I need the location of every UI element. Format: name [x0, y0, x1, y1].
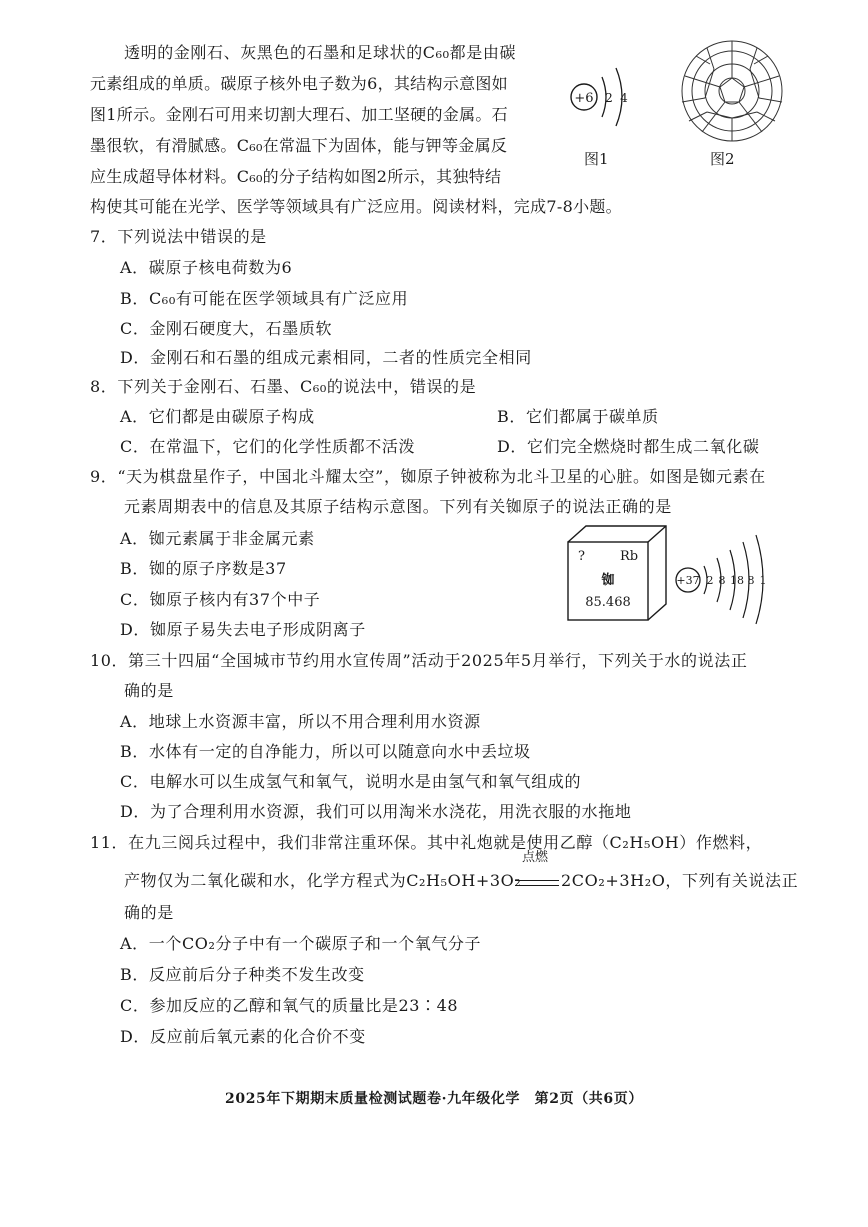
option-d: D．它们完全燃烧时都生成二氧化碳	[497, 437, 760, 456]
page-footer: 2025年下期期末质量检测试题卷·九年级化学 第2页（共6页）	[225, 1091, 643, 1107]
rb-shell-3: 18	[730, 574, 744, 587]
question-stem: 元素周期表中的信息及其原子结构示意图。下列有关铷原子的说法正确的是	[124, 497, 672, 516]
rb-nucleus-charge: +37	[676, 574, 700, 587]
option-b: B．铷的原子序数是37	[120, 559, 287, 578]
option-a: A．碳原子核电荷数为6	[120, 258, 293, 277]
element-atomic-mass: 85.468	[585, 595, 631, 610]
question-stem: 9．“天为棋盘星作子，中国北斗耀太空”，铷原子钟被称为北斗卫星的心脏。如图是铷元素在	[90, 467, 766, 486]
question-stem: 确的是	[124, 681, 174, 700]
rubidium-atom-diagram	[674, 532, 774, 626]
option-c: C．铷原子核内有37个中子	[120, 590, 321, 609]
intro-line: 墨很软，有滑腻感。C₆₀在常温下为固体，能与钾等金属反	[90, 136, 508, 155]
reaction-condition: 点燃	[522, 850, 549, 865]
option-a: A．它们都是由碳原子构成	[120, 407, 315, 426]
option-c: C．参加反应的乙醇和氧气的质量比是23∶48	[120, 996, 459, 1015]
option-a: A．铷元素属于非金属元素	[120, 529, 315, 548]
option-b: B．反应前后分子种类不发生改变	[120, 965, 365, 984]
option-a: A．一个CO₂分子中有一个碳原子和一个氧气分子	[120, 934, 482, 953]
option-d: D．金刚石和石墨的组成元素相同，二者的性质完全相同	[120, 348, 532, 367]
carbon-nucleus-charge: +6	[574, 91, 594, 106]
element-symbol: Rb	[620, 549, 639, 564]
c60-molecule-diagram	[672, 36, 792, 146]
figure-1-label: 图1	[584, 150, 609, 168]
option-b: B．水体有一定的自净能力，所以可以随意向水中丢垃圾	[120, 742, 531, 761]
option-c: C．金刚石硬度大，石墨质软	[120, 319, 333, 338]
intro-line: 元素组成的单质。碳原子核外电子数为6，其结构示意图如	[90, 74, 508, 93]
option-a: A．地球上水资源丰富，所以不用合理利用水资源	[120, 712, 481, 731]
rb-shell-2: 8	[718, 574, 726, 587]
option-c: C．在常温下，它们的化学性质都不活泼	[120, 437, 416, 456]
equation-arrow	[515, 880, 559, 886]
equation-right: 2CO₂+3H₂O，下列有关说法正	[561, 871, 799, 890]
intro-line: 应生成超导体材料。C₆₀的分子结构如图2所示，其独特结	[90, 167, 502, 186]
rb-shell-5: 1	[759, 574, 767, 587]
element-name: 铷	[601, 573, 615, 588]
question-stem: 10．第三十四届“全国城市节约用水宣传周”活动于2025年5月举行，下列关于水的说法正	[90, 651, 748, 670]
intro-line: 透明的金刚石、灰黑色的石墨和足球状的C₆₀都是由碳	[124, 43, 517, 62]
element-atomic-number: ?	[578, 549, 585, 564]
option-d: D．反应前后氧元素的化合价不变	[120, 1027, 366, 1046]
rb-shell-1: 2	[706, 574, 714, 587]
question-stem: 7．下列说法中错误的是	[90, 227, 267, 246]
equation-left: 产物仅为二氧化碳和水，化学方程式为C₂H₅OH+3O₂	[124, 871, 522, 890]
question-stem: 11．在九三阅兵过程中，我们非常注重环保。其中礼炮就是使用乙醇（C₂H₅OH）作燃料，	[90, 833, 763, 852]
rb-shell-4: 8	[747, 574, 755, 587]
carbon-shell-1: 2	[605, 91, 613, 105]
figure-2-label: 图2	[710, 150, 735, 168]
option-c: C．电解水可以生成氢气和氧气，说明水是由氢气和氧气组成的	[120, 772, 582, 791]
option-d: D．铷原子易失去电子形成阴离子	[120, 620, 366, 639]
carbon-shell-2: 4	[620, 91, 628, 105]
option-b: B．它们都属于碳单质	[497, 407, 659, 426]
option-d: D．为了合理利用水资源，我们可以用淘米水浇花，用洗衣服的水拖地	[120, 802, 632, 821]
rubidium-element-cell	[566, 524, 668, 622]
intro-line: 构使其可能在光学、医学等领域具有广泛应用。阅读材料，完成7-8小题。	[90, 197, 622, 216]
intro-line: 图1所示。金刚石可用来切割大理石、加工坚硬的金属。石	[90, 105, 508, 124]
option-b: B．C₆₀有可能在医学领域具有广泛应用	[120, 289, 409, 308]
carbon-atom-diagram	[566, 60, 656, 140]
question-stem: 确的是	[124, 903, 174, 922]
question-stem: 8．下列关于金刚石、石墨、C₆₀的说法中，错误的是	[90, 377, 477, 396]
